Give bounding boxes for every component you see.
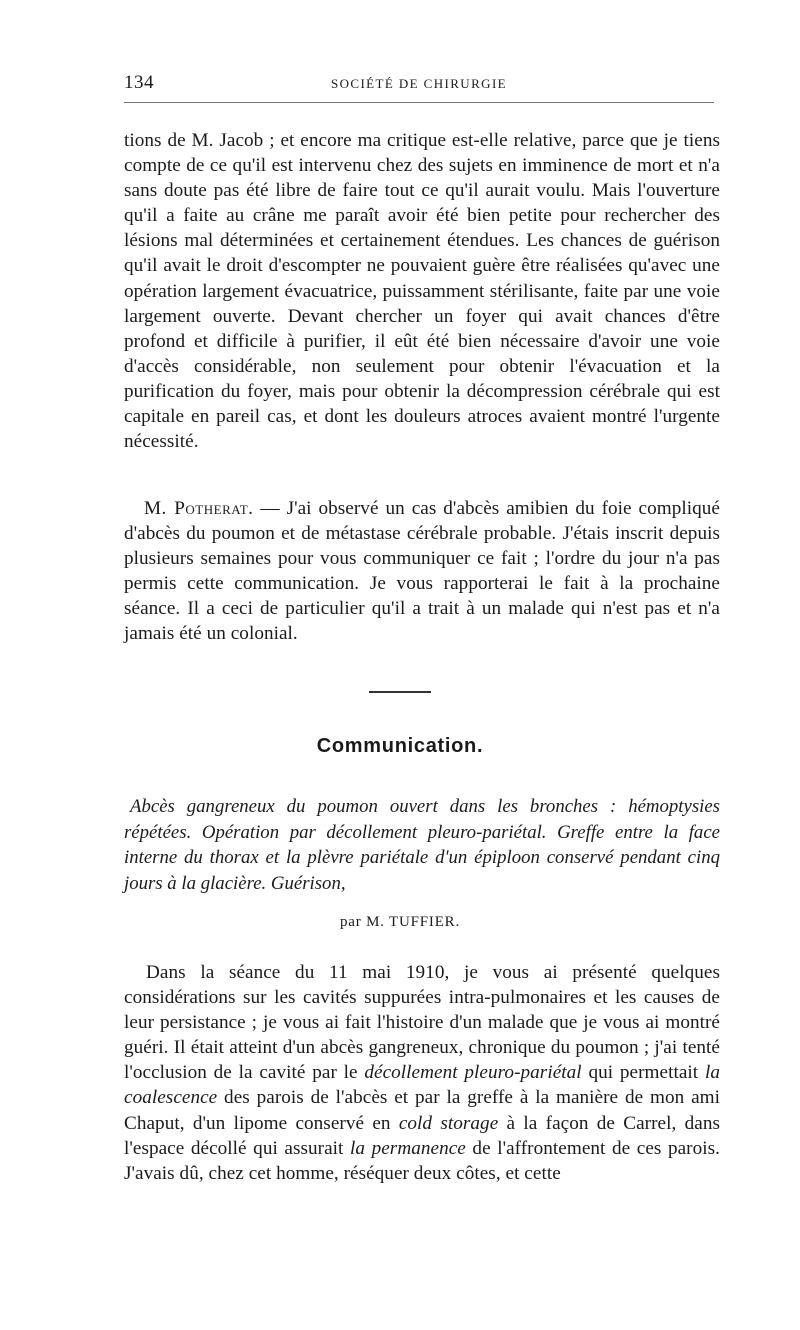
paragraph-potherat bbox=[124, 496, 720, 647]
text-run: Dans la séance du 11 mai 1910, je vous ai présenté quelques considérations sur les cavités suppurées intra-pulmonaires et les causes de leur persistance ; je vous ai fait l'histoire d'un malade que je vous ai montré guéri. Il était atteint d'un abcès gangreneux, chronique du poumon ; j'ai tenté l'occlusion de la cavité par le bbox=[124, 962, 720, 1084]
paragraph-potherat-text: — J'ai observé un cas d'abcès amibien du foie compliqué d'abcès du poumon et de métastase cérébrale probable. J'étais inscrit depuis plusieurs semaines pour vous communiquer ce fait ; l'ordre du jour n'a pas permis cette communication. Je vous rapporterai le fait à la prochaine séance. Il a ceci de particulier qu'il a trait à un malade qui n'est pas et n'a jamais été un colonial. bbox=[124, 498, 720, 645]
communication-title: Abcès gangreneux du poumon ouvert dans les bronches : hémoptysies répétées. Opération par décollement pleuro-pariétal. Greffe entre la face interne du thorax et la plèvre pariétale d'un épiploon conservé pendant cinq jours à la glacière. Guérison, bbox=[124, 796, 720, 894]
text-run: qui permettait bbox=[581, 1062, 705, 1084]
italic-term: la permanence bbox=[350, 1137, 466, 1159]
section-title: Communication. bbox=[316, 735, 484, 757]
italic-term: la coalescence bbox=[124, 1062, 720, 1109]
author-byline: par M. TUFFIER. bbox=[339, 914, 461, 930]
page-header bbox=[124, 64, 714, 104]
italic-term: décollement pleuro-pariétal bbox=[364, 1062, 582, 1084]
text-run: des parois de l'abcès et par la greffe à la manière de mon ami Chaput, d'un lipome conservé en bbox=[124, 1087, 720, 1134]
paragraph-tuffier bbox=[124, 960, 720, 1186]
speaker-name: M. Potherat. bbox=[144, 498, 254, 519]
text-run: de l'affrontement de ces parois. J'avais dû, chez cet homme, réséquer deux côtes, et cette bbox=[124, 1137, 720, 1184]
italic-term: cold storage bbox=[398, 1112, 499, 1134]
section-separator bbox=[369, 691, 431, 693]
page-number: 134 bbox=[124, 72, 154, 93]
header-rule bbox=[124, 102, 714, 103]
running-head: SOCIÉTÉ DE CHIRURGIE bbox=[330, 76, 508, 91]
paragraph-continuation: tions de M. Jacob ; et encore ma critique est-elle relative, parce que je tiens compte de ce qu'il est intervenu chez des sujets en imminence de mort et n'a sans doute pas été libre de faire tout ce qu'il aurait voulu. Mais l'ouverture qu'il a faite au crâne me paraît avoir été bien petite pour rechercher des lésions mal déterminées et certainement étendues. Les chances de guérison qu'il avait le droit d'escompter ne pouvaient guère être réalisées qu'avec une opération largement évacuatrice, puissamment stérilisante, faite par une voie largement ouverte. Devant chercher un foyer qui avait chances d'être profond et difficile à purifier, il eût été bien nécessaire d'avoir une voie d'accès considérable, non seulement pour obtenir l'évacuation et la purification du foyer, mais pour obtenir la décompression cérébrale qui est capitale en pareil cas, et dont les douleurs atroces avaient montré l'urgente nécessité. bbox=[124, 130, 720, 453]
text-run: à la façon de Carrel, dans l'espace décollé qui assurait bbox=[124, 1112, 721, 1159]
